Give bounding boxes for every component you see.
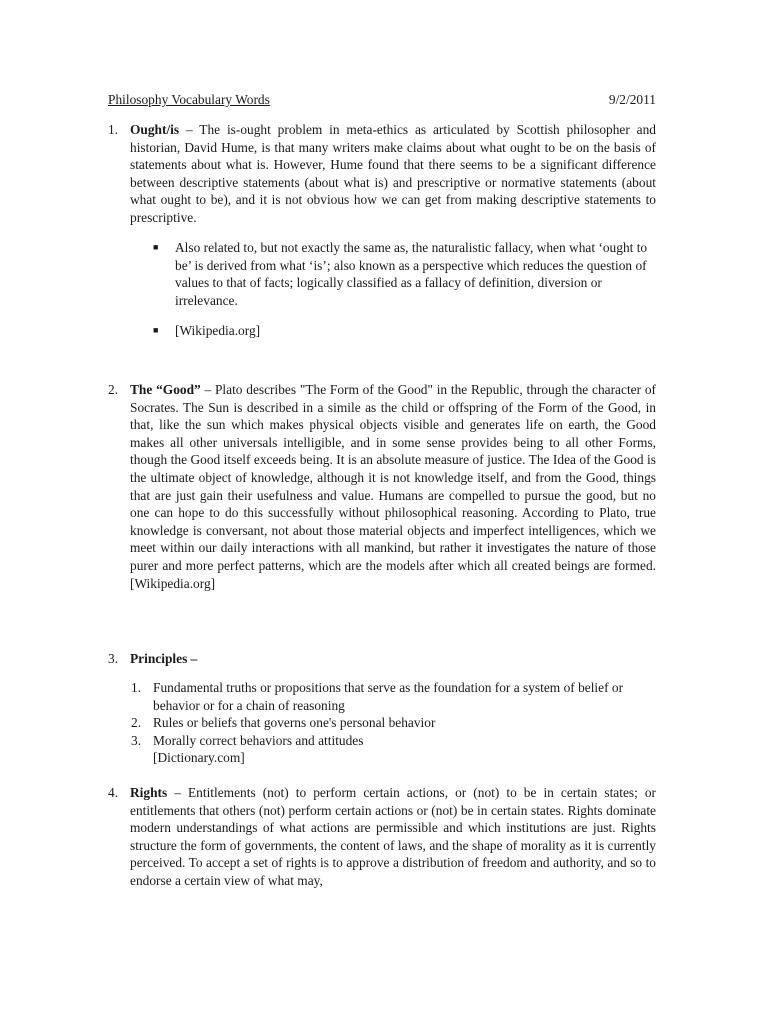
bullet-square-icon: ■ <box>153 325 159 335</box>
item-term: Principles <box>130 651 188 666</box>
bullet-item <box>153 239 653 309</box>
sub-item-text: Rules or beliefs that governs one's personal behavior <box>153 715 436 730</box>
item-body <box>130 784 656 890</box>
document-header <box>108 91 656 109</box>
term-dash: – <box>167 785 188 800</box>
bullet-square-icon: ■ <box>153 242 159 252</box>
bullet-text: Also related to, but not exactly the same as, the naturalistic fallacy, when what ‘ought to be’ is derived from what ‘is’; also known as a perspective which reduces the question of values to that of facts; logically classified as a fallacy of definition, diversion or irrelevance. <box>175 240 648 308</box>
item-definition: The is-ought problem in meta-ethics as articulated by Scottish philosopher and historian, David Hume, is that many writers make claims about what ought to be on the basis of statements about what is. However, Hume found that there seems to be a significant difference between descriptive statements (about what is) and prescriptive or normative statements (about what ought to be), and it is not obvious how we can get from making descriptive statements to prescriptive. <box>130 122 656 225</box>
item-term: Ought/is <box>130 122 180 137</box>
item-body <box>130 121 656 227</box>
sub-item <box>131 679 651 714</box>
sub-item-text: Morally correct behaviors and attitudes <box>153 733 364 748</box>
item-definition: Plato describes "The Form of the Good" in the Republic, through the character of Socrates. The Sun is described in a simile as the child or offspring of the Form of the Good, in that, like the sun which makes physical objects visible and generates life on earth, the Good makes all other universals intelligible, and in some sense provides being to all other Forms, though the Good itself exceeds being. It is an absolute measure of justice. The Idea of the Good is the ultimate object of knowledge, although it is not knowledge itself, and from the Good, things that are just gain their usefulness and value. Humans are compelled to pursue the good, but no one can hope to do this successfully without philosophical reasoning. According to Plato, true knowledge is conversant, not about those material objects and imperfect intelligences, which we meet within our daily interactions with all mankind, but rather it investigates the nature of those purer and more perfect patterns, which are the models after which all created beings are formed. [Wikipedia.org] <box>130 382 656 591</box>
item-number: 2. <box>108 382 119 397</box>
item-number: 4. <box>108 785 119 800</box>
term-dash: – <box>179 122 200 137</box>
item-definition: Entitlements (not) to perform certain actions, or (not) to be in certain states; or entitlements that others (not) perform certain actions or (not) be in certain states. Rights dominate modern understandings of what actions are permissible and which institutions are just. Rights structure the form of governments, the content of laws, and the shape of morality as it is currently perceived. To accept a set of rights is to approve a distribution of freedom and authority, and so to endorse a certain view of what may, <box>130 785 657 888</box>
vocab-item-principles <box>108 650 656 668</box>
item-term: Rights <box>130 785 168 800</box>
sub-item-source: [Dictionary.com] <box>153 750 245 765</box>
term-dash: – <box>187 651 198 666</box>
item-number: 1. <box>108 122 119 137</box>
vocab-item-ought-is <box>108 121 656 227</box>
item-body <box>130 381 656 592</box>
bullet-text: [Wikipedia.org] <box>175 323 261 338</box>
sub-item <box>131 749 651 767</box>
sub-item-number: 3. <box>131 733 142 748</box>
document-title: Philosophy Vocabulary Words <box>108 92 270 107</box>
document-date: 9/2/2011 <box>608 92 656 107</box>
sub-item-number: 1. <box>131 680 142 695</box>
item-body <box>130 650 656 668</box>
sub-item-number: 2. <box>131 715 142 730</box>
sub-item <box>131 714 651 732</box>
sub-item <box>131 732 651 750</box>
sub-item-text: Fundamental truths or propositions that serve as the foundation for a system of belief or behavior or for a chain of reasoning <box>153 680 624 713</box>
term-dash: – <box>200 382 215 397</box>
vocab-item-good <box>108 381 656 592</box>
vocab-item-rights <box>108 784 656 890</box>
item-number: 3. <box>108 651 119 666</box>
item-term: The “Good” <box>130 382 201 397</box>
bullet-item <box>153 322 653 340</box>
